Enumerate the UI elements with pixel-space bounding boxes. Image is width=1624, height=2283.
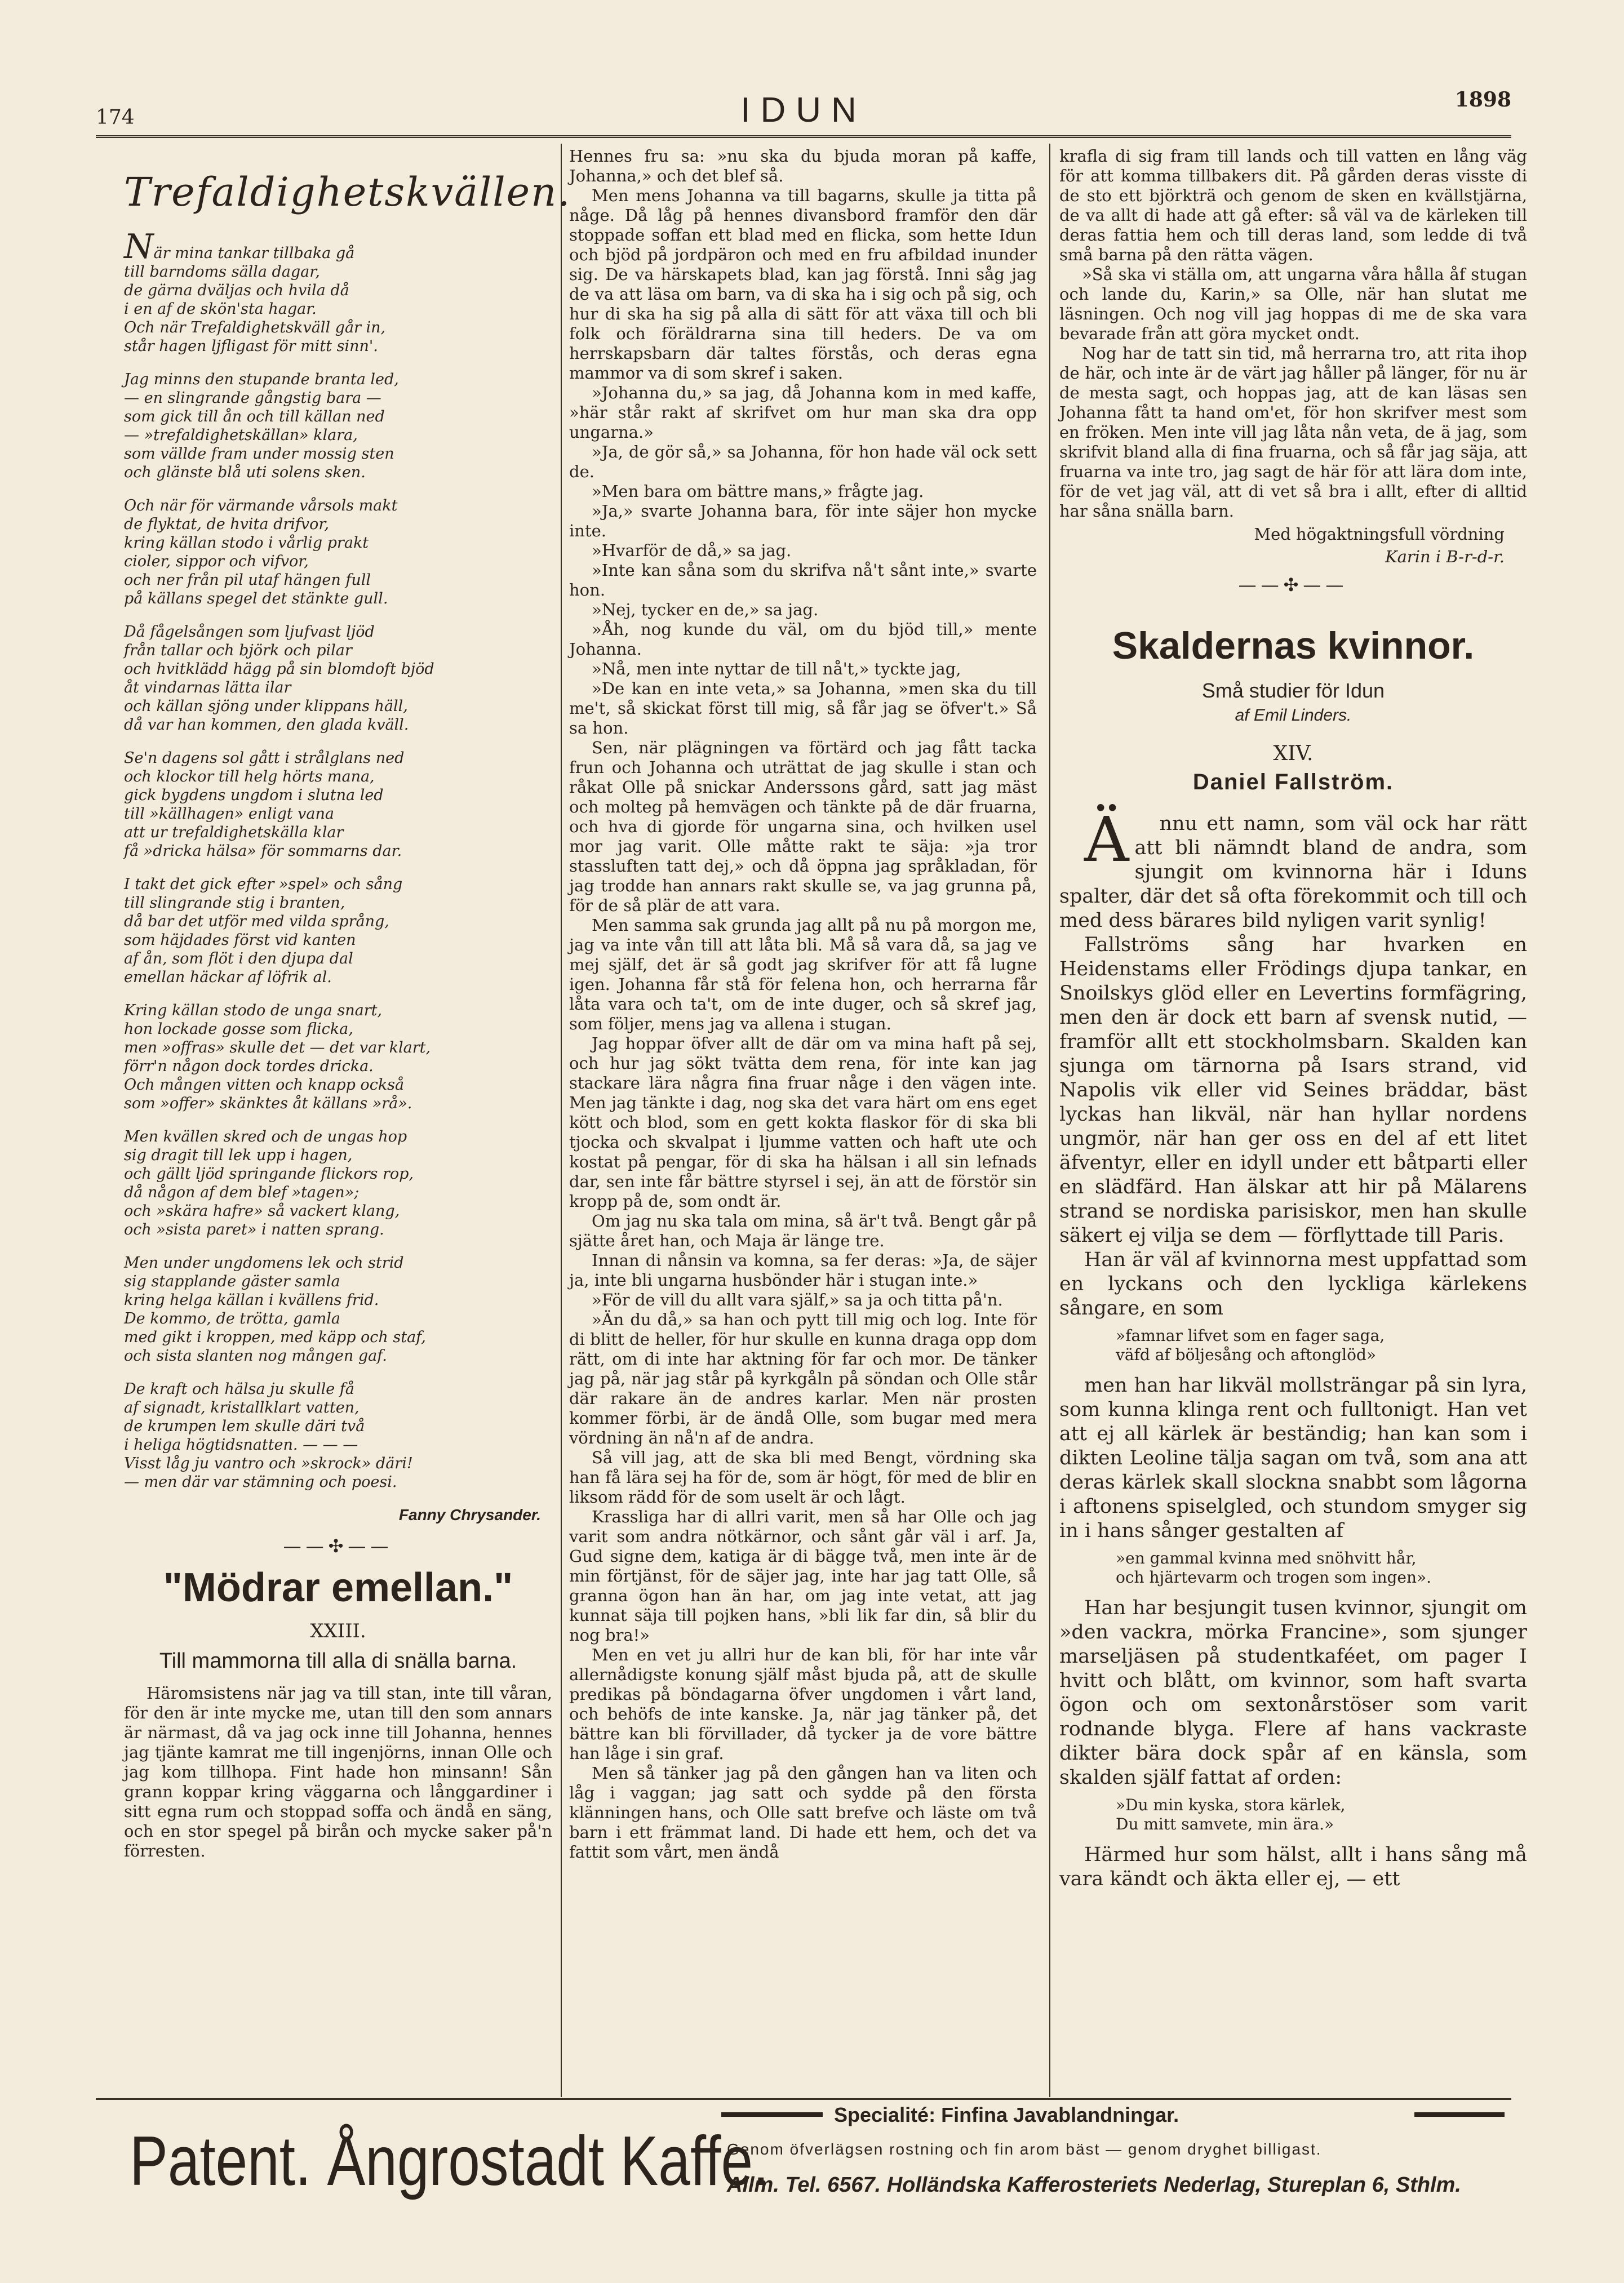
- masthead: IDUN: [740, 91, 867, 130]
- article-paragraph: »Åh, nog kunde du väl, om du bjöd till,» mente Johanna.: [569, 620, 1037, 659]
- skald-quote: »famnar lifvet som en fager saga, väfd af böljesång och aftonglöd»: [1116, 1326, 1385, 1364]
- poem-title: Trefaldighetskvällen.: [124, 169, 571, 215]
- column-rule-2: [1049, 144, 1050, 2097]
- article-paragraph: Men mens Johanna va till bagarns, skulle ja titta på någe. Då låg på hennes divansbord framför den där stoppade soffan ett blad med en flicka, som hette Idun och bjöd på jordpäron och med en fru afbildad inunder sig. De va härskapets blad, kan jag förstå. Inni såg jag de va att läsa om barn, va di ska ha i sig och på sig, och hur di ska ha sig på alla di sätt för att växa till och bli folk och föräldrarna sina till heders. De va om herrskapsbarn där taltes förstås, och deras egna mammor va di som skref i saken.: [569, 186, 1037, 383]
- article-paragraph: Om jag nu ska tala om mina, så är't två. Bengt går på sjätte året han, och Maja är länge tre.: [569, 1211, 1037, 1250]
- article-title-modrar: "Mödrar emellan.": [163, 1565, 513, 1610]
- poem-stanza: Men under ungdomens lek och strid sig stapplande gäster samla kring helga källan i kvällens frid. De kommo, de trötta, gamla med gikt i kroppen, med käpp och staf, och sista slanten nog mången gaf.: [124, 1254, 426, 1365]
- article-paragraph: Men så tänker jag på den gången han va liten och låg i vaggan; jag satt och sydde på den första klänningen hans, och Olle satt brefve och läste om två barn i ett främmat land. Di hade ett hem, och det va fattit som vårt, men ändå: [569, 1764, 1037, 1862]
- ornament-divider: ——✣——: [283, 1535, 393, 1557]
- article-paragraph: »De kan en inte veta,» sa Johanna, »men ska du till me't, så skickat först till mig, så får jag se öfver't.» Så sa hon.: [569, 679, 1037, 738]
- skald-paragraph: Fallströms sång har hvarken en Heidenstams eller Frödings djupa tankar, en Snoilskys glöd eller en Levertins formfägring, men den är dock ett barn af svensk nutid, — framför allt ett stockholmsbarn. Skalden kan sjunga om tärnorna på Isars strand, vid Napolis vik eller vid Seines bräddar, bäst lyckas han likväl, när han hyllar nordens ungmör, när han ger oss en del af ett litet äfventyr, eller en idyll under ett båtparti eller en slädfärd. Han älskar att hir på Mälarens strand se nordiska parisiskor, men han skulle säkert ej vilja se dem — förflyttade till Paris.: [1059, 934, 1527, 1247]
- ornament-divider-2: ——✣——: [1238, 574, 1348, 596]
- page-header: [96, 85, 1511, 135]
- article-subtitle: Till mammorna till alla di snälla barna.: [159, 1649, 517, 1673]
- article-paragraph: »Ja, de gör så,» sa Johanna, för hon hade väl ock sett de.: [569, 442, 1037, 481]
- letter-signoff: Med högaktningsfull vördning: [1254, 525, 1505, 544]
- poem-stanza: Jag minns den stupande branta led, — en slingrande gångstig bara — som gick till ån och till källan ned — »trefaldighetskällan» klara, som vällde fram under mossig sten och glänste blå uti solens sken.: [124, 371, 399, 481]
- article-paragraph: Sen, när plägningen va förtärd och jag fått tacka frun och Johanna och uträttat de jag skulle i stan och råkat Olle på snickar Anderssons gård, satt jag mäst och molteg på hemvägen och tänkte på de där fruarna, och hva di gjorde för ungarna sina, och hvilken usel mor jag varit. Olle måtte rakt te säja: »ja tror stassluften tatt dej,» och då öppna jag språkladan, för jag trodde han annars rakt skulle se, va jag grunna på, för de så plär de att vara.: [569, 738, 1037, 915]
- article-paragraph: »Inte kan såna som du skrifva nå't sånt inte,» svarte hon.: [569, 561, 1037, 599]
- skald-subtitle: Små studier för Idun: [1201, 679, 1385, 702]
- column-2: [569, 146, 1037, 1862]
- article-paragraph: Häromsistens när jag va till stan, inte till våran, för den är inte mycke me, utan till den som annars är närmast, då va jag ock inne till Johanna, hennes jag tjänte kamrat me till ingenjörns, innan Olle och jag kom tillhopa. Fint hade hon minsann! Sån grann koppar kring väggarna och långgardiner i sitt egna rum och stoppad soffa och ändå en säng, och en stor spegel på birån och mycke saker på'n förresten.: [124, 1684, 552, 1860]
- skald-body: [1059, 803, 1527, 1891]
- ad-brand: Patent. Ångrostadt Kaffe.: [130, 2122, 769, 2200]
- skald-author: af Emil Linders.: [1235, 706, 1352, 725]
- article-paragraph: Krassliga har di allri varit, men så har Olle och jag varit som andra nötkärnor, och sånt går väl i arf. Ja, Gud signe dem, katiga är di bägge två, men inte är de min förtjänst, för de säjer jag, inte har jag tatt Olle, så granna ögon han än har, om jag inte vetat, att jag kunnat säja till pojken hans, »bli lik far din, så blir du nog bra!»: [569, 1507, 1037, 1645]
- article-number: XXIII.: [310, 1620, 366, 1642]
- poem-stanza: Då fågelsången som ljufvast ljöd från tallar och björk och pilar och hvitklädd hägg på sin blomdoft bjöd åt vindarnas lätta ilar och källan sjöng under klippans häll, då var han kommen, den glada kväll.: [124, 623, 434, 734]
- column-1: [124, 146, 571, 1861]
- article-paragraph: »Hvarför de då,» sa jag.: [592, 541, 792, 560]
- article-conclusion: [1059, 146, 1527, 521]
- article-paragraph: »Men bara om bättre mans,» frågte jag.: [592, 482, 924, 501]
- skald-paragraph: Han har besjungit tusen kvinnor, sjungit om »den vackra, mörka Francine», som sjunger marseljäsen på studentkaféet, om pager I hvitt och blått, om kvinnor, som haft svarta ögon och om sextonårstöser som varit rodnande blyga. Flere af hans vackraste dikter bära dock spår af en känsla, som skalden själf fattat af orden:: [1059, 1597, 1527, 1789]
- poem-body: [124, 227, 552, 1491]
- article-paragraph: Innan di nånsin va komna, sa fer deras: »Ja, de säjer ja, inte bli ungarna husbönder här i stugan inte.»: [569, 1251, 1037, 1290]
- article-paragraph: krafla di sig fram till lands och till vatten en lång väg för att komma tillbakers dit. På gården deras visste di de sto ett björkträ och genom de sken en kvällstjärna, de va allt di hade att gå efter: så väl va de kärleken till deras fattia hem och till deras land, som ledde di två små barna på den rätta vägen.: [1059, 146, 1527, 264]
- article-continuation: [569, 146, 1037, 1862]
- skald-paragraph: Härmed hur som hälst, allt i hans sång må vara kändt och äkta eller ej, — ett: [1059, 1844, 1527, 1890]
- poem-stanza: Men kvällen skred och de ungas hop sig dragit till lek upp i hagen, och gällt ljöd springande flickors rop, då någon af dem blef »tagen»; och »skära hafre» så vackert klang, och »sista paret» i natten sprang.: [124, 1128, 414, 1238]
- skald-paragraph: Ännu ett namn, som väl ock har rätt att bli nämndt bland de andra, som sjungit om kvinnorna här i Iduns spalter, där det så ofta förekommit och till och med dess bärares bild nyligen varit synlig!: [1059, 803, 1527, 932]
- ad-rule-left: [721, 2112, 823, 2117]
- article-paragraph: »Nå, men inte nyttar de till nå't,» tyckte jag,: [592, 659, 961, 678]
- column-3: [1059, 146, 1527, 1891]
- skald-quote: »Du min kyska, stora kärlek, Du mitt samvete, min ära.»: [1116, 1796, 1346, 1833]
- poem-stanza: Se'n dagens sol gått i strålglans ned och klockor till helg hörts mana, gick bygdens ungdom i slutna led till »källhagen» enligt vana att ur trefaldighetskälla klar få »dricka hälsa» för sommarns dar.: [124, 749, 405, 860]
- article-paragraph: »Ja,» svarte Johanna bara, för inte säjer hon mycke inte.: [569, 501, 1037, 540]
- ad-speciality: Specialité: Finfina Javablandningar.: [834, 2103, 1179, 2126]
- poem-stanza: De kraft och hälsa ju skulle få af signadt, kristallklart vatten, de krumpen lem skulle däri två i heliga högtidsnatten. — — — Visst låg ju vantro och »skrock» däri! — men där var stämning och poesi.: [124, 1380, 413, 1491]
- column-rule-1: [561, 144, 562, 2097]
- poem-stanza: Kring källan stodo de unga snart, hon lockade gosse som flicka, men »offras» skulle det — det var klart, förr'n någon dock tordes dricka. Och mången vitten och knapp också som »offer» skänktes åt källans »rå».: [124, 1002, 431, 1112]
- skald-quote: »en gammal kvinna med snöhvitt hår, och hjärtevarm och trogen som ingen».: [1116, 1549, 1432, 1587]
- article-paragraph: Men en vet ju allri hur de kan bli, för har inte vår allernådigste konung själf måst bjuda på, att de skulle predikas på böndagarna öfver ungdomen i vårt land, och behöfs de inte kanske. Ja, när jag tänker på, det bättre kan bli förvillader, då tycker ja de vore bättre han låge i sin graf.: [569, 1645, 1037, 1763]
- year: 1898: [1454, 88, 1511, 112]
- skald-subject: Daniel Fallström.: [1192, 770, 1394, 794]
- header-rule: [96, 135, 1511, 138]
- article-paragraph: »För de vill du allt vara själf,» sa ja och titta på'n.: [592, 1290, 1003, 1309]
- poem-stanza: Och när för värmande vårsols makt de flyktat, de hvita drifvor, kring källan stodo i vårlig prakt cioler, sippor och vifvor, och ner från pil utaf hängen full på källans spegel det stänkte gull.: [124, 497, 398, 607]
- skald-paragraph: Han är väl af kvinnorna mest uppfattad som en lyckans och den lyckliga kärlekens sångare, en som: [1059, 1249, 1527, 1320]
- article-paragraph: »Nej, tycker en de,» sa jag.: [592, 600, 819, 619]
- article-paragraph: »Johanna du,» sa jag, då Johanna kom in med kaffe, »här står rakt af skrifvet om hur man ska dra opp ungarna.»: [569, 383, 1037, 442]
- article-paragraph: Så vill jag, att de ska bli med Bengt, vördning ska han få lära sej ha för de, som är högt, för med de blir en liksom rädd för de som uselt är och lågt.: [569, 1448, 1037, 1507]
- article-title-skald: Skaldernas kvinnor.: [1112, 624, 1475, 667]
- article-paragraph: Nog har de tatt sin tid, må herrarna tro, att rita ihop de här, och inte är de värt jag håller på länger, för nu är de mesta sagt, och hoppas jag, att de kan läsas sen Johanna fått ta hand om'et, för hon skrifver mest som en fröken. Men inte vill jag låta nån veta, de ä jag, som skrifvit bland alla di fina fruarna, och så får jag säja, att fruarna va inte tro, jag sagt de här för att lära dom inte, för de vet jag väl, att di vet så bra i allt, efter di alltid har såna snälla barn.: [1059, 344, 1527, 521]
- ad-address: Allm. Tel. 6567. Holländska Kafferosteriets Nederlag, Stureplan 6, Sthlm.: [727, 2173, 1461, 2197]
- article-paragraph: »Så ska vi ställa om, att ungarna våra hålla åf stugan och lande du, Karin,» sa Olle, när han slutat me läsningen. Och nog vill jag hoppas di me de ska vara bevarade från att göra mycket ondt.: [1059, 265, 1527, 343]
- skald-paragraph: men han har likväl mollsträngar på sin lyra, som kunna klinga rent och fulltonigt. Han vet att ej all kärlek är beständig; han kan som i dikten Leoline tälja sagan om två, som ana att deras kärlek skall slockna snabbt som lågorna i aftonens spiselgled, och stundom smyger sig in i hans sånger gestalten af: [1059, 1374, 1527, 1542]
- skald-number: XIV.: [1273, 742, 1314, 765]
- article-paragraph: Jag hoppar öfver allt de där om va mina haft på sej, och hur jag sökt tvätta dem rena, för inte kan jag stackare lära några fina fruar någe i den vägen inte. Men jag tänkte i dag, nog ska det vara härt om ens eget kött och blod, som en gett kokta flaskor för di ska bli tjocka och skvalpat i ljumme vatten och haft ute och kostat på pengar, för di ska ha hälsan i all sin lefnads dar, sen inte får bättre styrsel i sej, än att de förstör sin kropp på de, som ondt är.: [569, 1034, 1037, 1211]
- poem-stanza: I takt det gick efter »spel» och sång till slingrande stig i branten, då bar det utför med vilda språng, som häjdades först vid kanten af ån, som flöt i den djupa dal emellan häckar af löfrik al.: [124, 876, 403, 986]
- advertisement: [96, 2098, 1511, 2221]
- poem-stanza: När mina tankar tillbaka gå till barndoms sälla dagar, de gärna dväljas och hvila då i en af de skön'sta hagar. Och när Trefaldighetskväll går in, står hagen ljfligast för mitt sinn'.: [124, 227, 386, 355]
- poem-signature: Fanny Chrysander.: [398, 1506, 541, 1524]
- article-paragraph: Hennes fru sa: »nu ska du bjuda moran på kaffe, Johanna,» och det blef så.: [569, 146, 1037, 185]
- ad-tagline: Genom öfverlägsen rostning och fin arom bäst — genom dryghet billigast.: [727, 2140, 1322, 2158]
- ad-rule-right: [1414, 2112, 1505, 2117]
- letter-signature: Karin i B-r-d-r.: [1385, 547, 1505, 566]
- page-number: 174: [96, 106, 135, 129]
- article-paragraph: Men samma sak grunda jag allt på nu på morgon me, jag va inte vån till att låta bli. Må så vara då, sa jag ve mej själf, det är så godt jag skrifver för att få lugne igen. Johanna får stå för felena hon, och herrarna får låta vara och ta't, om de inte duger, och så skref jag, som följer, mens jag va allena i stugan.: [569, 916, 1037, 1033]
- article-paragraph: »Än du då,» sa han och pytt till mig och log. Inte för di blitt de heller, för hur skulle en kunna draga opp dom rätt, om di inte har aktning för far och mor. De tänker jag på, när jag står på kyrkgåln på söndan och Olle står där rakare än de andres karlar. Men när prosten kommer förbi, är de ändå Olle, som bugar med mera vördning än nå'n af de andra.: [569, 1310, 1037, 1447]
